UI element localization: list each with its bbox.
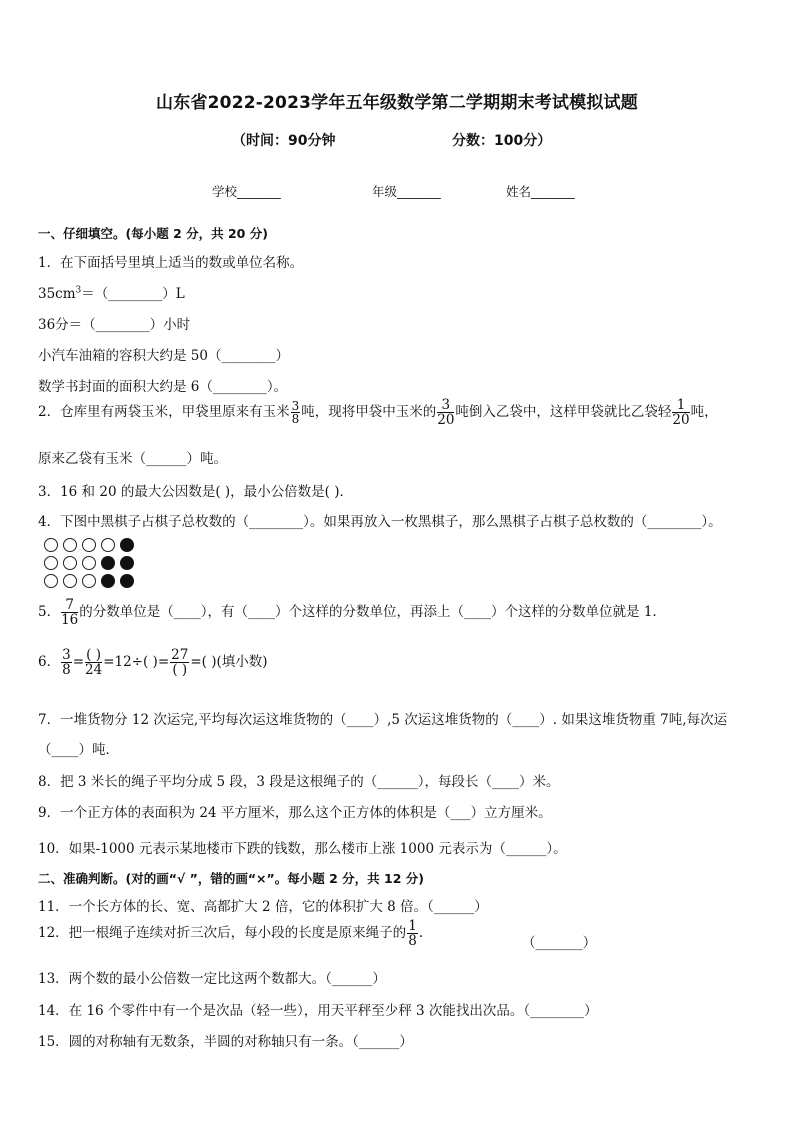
fraction: $\frac{3}{20}$ [437,397,455,429]
fraction: $\frac{27}{( )}$ [171,647,189,679]
question-2-line2: 原来乙袋有玉米（______）吨。 [38,451,227,467]
grade-field: 年级_______ [372,184,441,199]
section-2-title: 二、准确判断。(对的画“√ ”，错的画“×”。每小题 2 分，共 12 分) [38,871,424,886]
white-piece [63,538,77,552]
question-5: 5． $\frac{7}{16}$ 的分数单位是（____），有（____）个这样的分数单位，再添上（____）个这样的分数单位就是 1. [38,597,657,629]
question-9: 9．一个正方体的表面积为 24 平方厘米，那么这个正方体的体积是（___）立方厘米。 [38,805,552,821]
question-1b: 36分＝（________）小时 [38,317,191,333]
exam-score: 分数：100分） [452,133,552,149]
exam-time: （时间：90分钟 [232,133,336,149]
page-title: 山东省2022-2023学年五年级数学第二学期期末考试模拟试题 [156,93,638,113]
fraction: $\frac{3}{8}$ [62,647,71,679]
white-piece [63,556,77,570]
white-piece [44,538,58,552]
white-piece [101,538,115,552]
chess-piece-grid [44,538,134,592]
fraction: $\frac{1}{20}$ [672,397,690,429]
chess-piece-row [44,556,134,570]
chess-piece-row [44,574,134,588]
question-1c: 小汽车油箱的容积大约是 50（________） [38,348,289,364]
fraction: $\frac{7}{16}$ [61,597,79,629]
question-13: 13．两个数的最小公倍数一定比这两个数都大。（______） [38,971,386,987]
question-7-line1: 7．一堆货物分 12 次运完,平均每次运这堆货物的（____）,5 次运这堆货物的（____）. 如果这堆货物重 7吨,每次运 [38,712,728,728]
question-1-stem: 1．在下面括号里填上适当的数或单位名称。 [38,255,304,271]
question-8: 8．把 3 米长的绳子平均分成 5 段，3 段是这根绳子的（______），每段长（____）米。 [38,774,560,790]
fraction: $\frac{1}{8}$ [408,918,417,950]
question-6: 6． $\frac{3}{8}$ = $\frac{( )}{24}$ =12÷( )= $\frac{27}{( )}$ =( )(填小数) [38,647,268,679]
fraction: $\frac{3}{8}$ [291,398,300,427]
fraction: $\frac{( )}{24}$ [85,647,103,679]
white-piece [63,574,77,588]
black-piece [120,556,134,570]
question-12-blank: （_______） [522,935,597,951]
black-piece [120,538,134,552]
question-14: 14．在 16 个零件中有一个是次品（轻一些），用天平秤至少秤 3 次能找出次品。（________） [38,1003,598,1019]
question-1a: $35cm^3=(\_\_\_\_\_\_\_\_)L$ [38,285,185,302]
white-piece [44,556,58,570]
school-field: 学校_______ [212,184,281,199]
question-12: 12．把一根绳子连续对折三次后，每小段的长度是原来绳子的 $\frac{1}{8}$ . [38,918,424,950]
black-piece [101,574,115,588]
question-4: 4．下图中黑棋子占棋子总枚数的（________）。如果再放入一枚黑棋子，那么黑棋子占棋子总枚数的（________）。 [38,514,722,530]
question-3: 3．16 和 20 的最大公因数是( )，最小公倍数是( )． [38,484,353,500]
question-11: 11．一个长方体的长、宽、高都扩大 2 倍，它的体积扩大 8 倍。（______） [38,899,488,915]
white-piece [82,556,96,570]
name-field: 姓名_______ [506,184,575,199]
white-piece [82,538,96,552]
question-15: 15．圆的对称轴有无数条，半圆的对称轴只有一条。（______） [38,1034,413,1050]
chess-piece-row [44,538,134,552]
white-piece [44,574,58,588]
black-piece [101,556,115,570]
question-10: 10．如果-1000 元表示某地楼市下跌的钱数，那么楼市上涨 1000 元表示为（______）。 [38,841,567,857]
white-piece [82,574,96,588]
question-7-line2: （____）吨． [38,742,119,758]
question-2-line1: 2．仓库里有两袋玉米，甲袋里原来有玉米 $\frac{3}{8}$ 吨，现将甲袋中玉米的 $\frac{3}{20}$ 吨倒入乙袋中，这样甲袋就比乙袋轻 $\frac{1}{20}$ 吨， [38,397,718,429]
section-1-title: 一、仔细填空。(每小题 2 分，共 20 分) [38,226,268,241]
black-piece [120,574,134,588]
question-1d: 数学书封面的面积大约是 6（________）。 [38,379,288,395]
